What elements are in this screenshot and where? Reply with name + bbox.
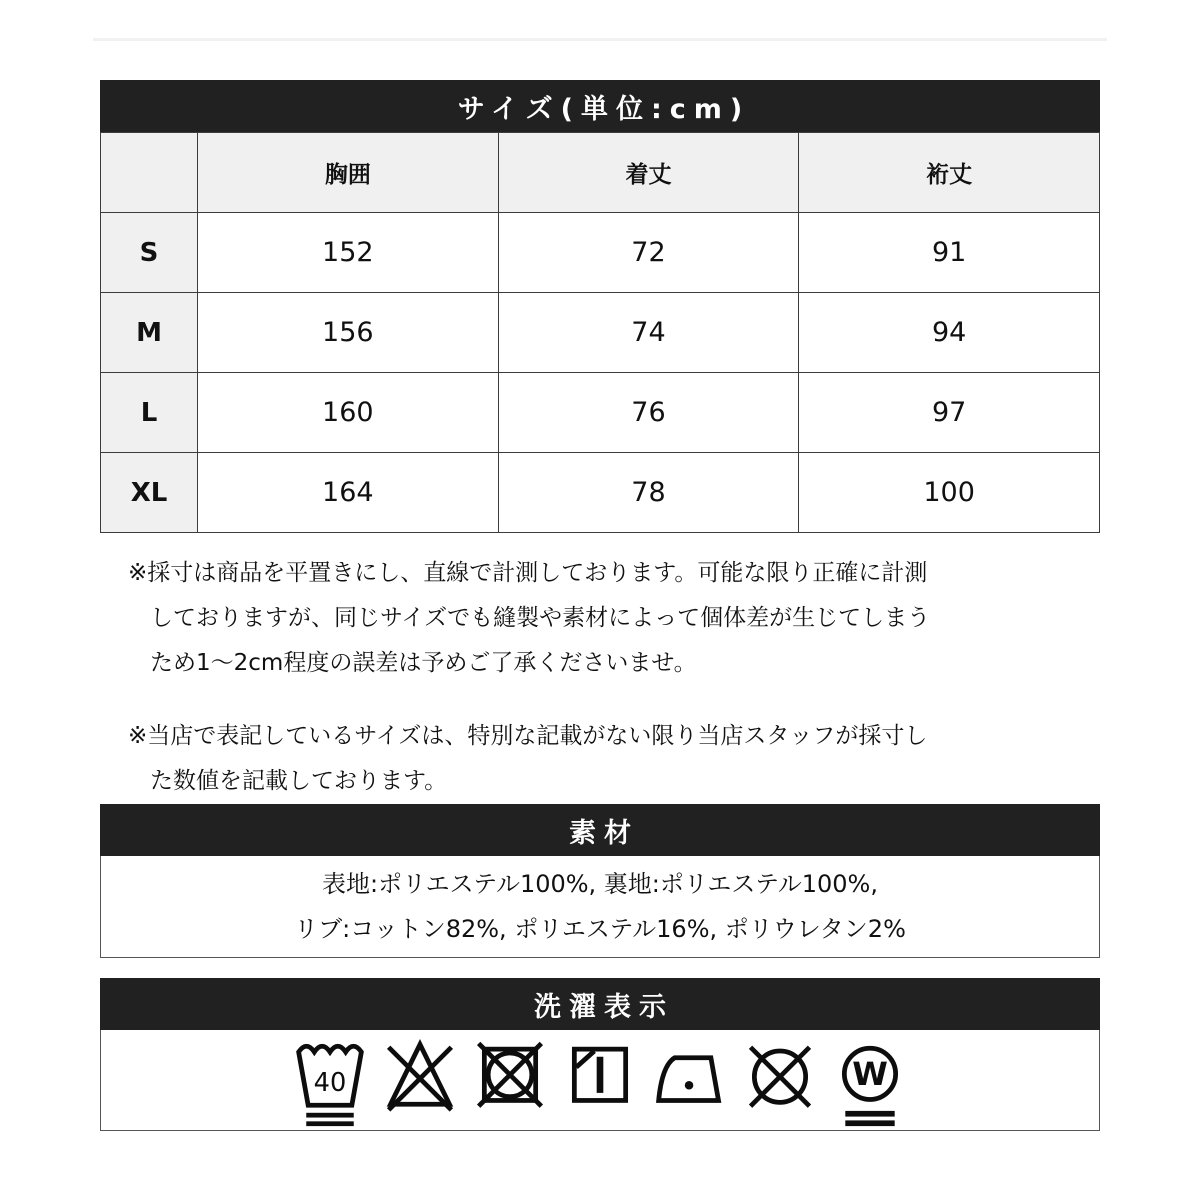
column-header-length: 着丈 [498, 133, 799, 213]
cell-s-length: 72 [498, 213, 799, 293]
do-not-dry-clean-icon [742, 1031, 818, 1130]
material-section-title: 素材 [569, 817, 639, 849]
material-section-header [100, 804, 1100, 856]
size-label-s: S [101, 213, 198, 293]
table-row-xl [101, 453, 1100, 533]
material-line-1: 表地:ポリエステル100%, 裏地:ポリエステル100%, [322, 869, 878, 898]
staff-measurement-note: ※当店で表記しているサイズは、特別な記載がない限り当店スタッフが採寸した数値を記載しております。 [128, 723, 928, 794]
cell-xl-chest: 164 [198, 453, 499, 533]
cell-l-chest: 160 [198, 373, 499, 453]
size-label-m: M [101, 293, 198, 373]
do-not-bleach-icon [382, 1031, 458, 1130]
laundry-section-title: 洗濯表示 [534, 991, 674, 1023]
cell-m-chest: 156 [198, 293, 499, 373]
size-table-header-row [101, 133, 1100, 213]
size-section [100, 80, 1100, 533]
table-row-s [101, 213, 1100, 293]
material-section [100, 804, 1100, 958]
top-divider [93, 38, 1107, 41]
column-header-chest: 胸囲 [198, 133, 499, 213]
do-not-tumble-dry-icon [472, 1031, 548, 1130]
cell-l-sleeve: 97 [799, 373, 1100, 453]
size-label-l: L [101, 373, 198, 453]
cell-s-sleeve: 91 [799, 213, 1100, 293]
table-row-m [101, 293, 1100, 373]
cell-m-sleeve: 94 [799, 293, 1100, 373]
cell-m-length: 74 [498, 293, 799, 373]
measurement-disclaimer-note: ※採寸は商品を平置きにし、直線で計測しております。可能な限り正確に計測しておりますが、同じサイズでも縫製や素材によって個体差が生じてしまうため1〜2cm程度の誤差は予めご了承くださいませ。 [128, 560, 931, 676]
table-row-l [101, 373, 1100, 453]
svg-text:W: W [852, 1054, 888, 1093]
iron-low-icon [652, 1031, 728, 1130]
corner-cell [101, 133, 198, 213]
cell-xl-sleeve: 100 [799, 453, 1100, 533]
material-content [100, 856, 1100, 958]
column-header-sleeve: 裄丈 [799, 133, 1100, 213]
size-table [100, 132, 1100, 533]
size-label-xl: XL [101, 453, 198, 533]
laundry-section [100, 978, 1100, 1131]
wet-clean-gentle-icon [832, 1031, 908, 1130]
size-section-header [100, 80, 1100, 132]
cell-s-chest: 152 [198, 213, 499, 293]
cell-xl-length: 78 [498, 453, 799, 533]
line-dry-in-shade-icon [562, 1031, 638, 1130]
wash-40-icon [292, 1031, 368, 1130]
material-line-2: リブ:コットン82%, ポリエステル16%, ポリウレタン2% [294, 914, 906, 943]
care-icons-row [100, 1030, 1100, 1131]
laundry-section-header [100, 978, 1100, 1030]
size-section-title: サイズ(単位:cm) [457, 93, 751, 125]
cell-l-length: 76 [498, 373, 799, 453]
svg-text:40: 40 [313, 1067, 347, 1098]
